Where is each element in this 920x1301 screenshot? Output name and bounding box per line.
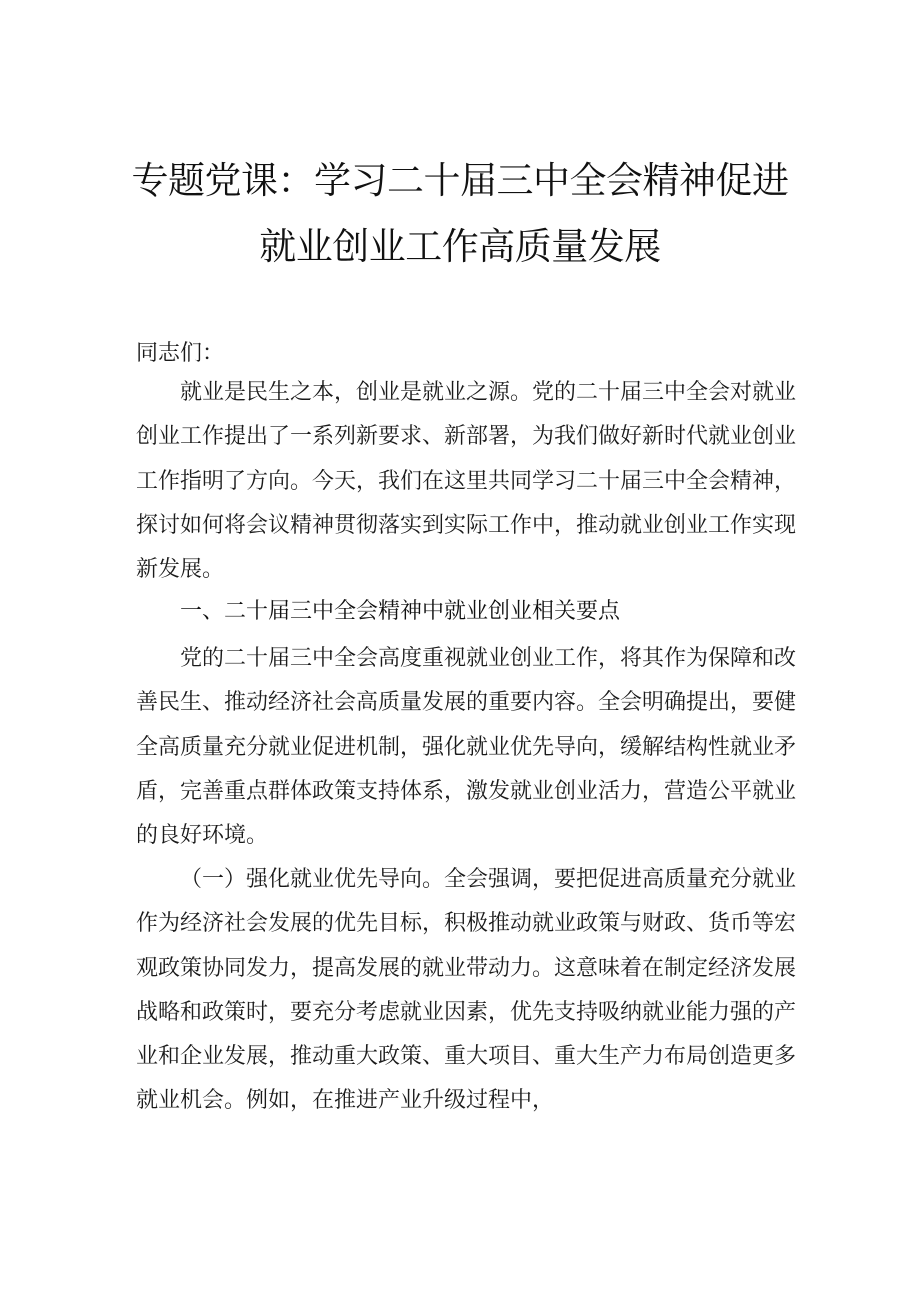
paragraph-intro: 就业是民生之本，创业是就业之源。党的二十届三中全会对就业创业工作提出了一系列新要求、新部署，为我们做好新时代就业创业工作指明了方向。今天，我们在这里共同学习二十届三中全会精神，探讨如何将会议精神贯彻落实到实际工作中，推动就业创业工作实现新发展。: [136, 380, 797, 583]
paragraph-key-points: 党的二十届三中全会高度重视就业创业工作，将其作为保障和改善民生、推动经济社会高质量发展的重要内容。全会明确提出，要健全高质量充分就业促进机制，强化就业优先导向，缓解结构性就业矛盾，完善重点群体政策支持体系，激发就业创业活力，营造公平就业的良好环境。: [136, 646, 797, 849]
paragraph-employment-priority: （一）强化就业优先导向。全会强调，要把促进高质量充分就业作为经济社会发展的优先目标，积极推动就业政策与财政、货币等宏观政策协同发力，提高发展的就业带动力。这意味着在制定经济发展战略和政策时，要充分考虑就业因素，优先支持吸纳就业能力强的产业和企业发展，推动重大政策、重大项目、重大生产力布局创造更多就业机会。例如，在推进产业升级过程中，: [136, 867, 797, 1114]
document-title-line-2: 就业创业工作高质量发展: [259, 225, 661, 268]
salutation: 同志们：: [136, 341, 225, 366]
section-heading-1: 一、二十届三中全会精神中就业创业相关要点: [180, 599, 621, 624]
document-title-line-1: 专题党课：学习二十届三中全会精神促进: [131, 159, 789, 202]
